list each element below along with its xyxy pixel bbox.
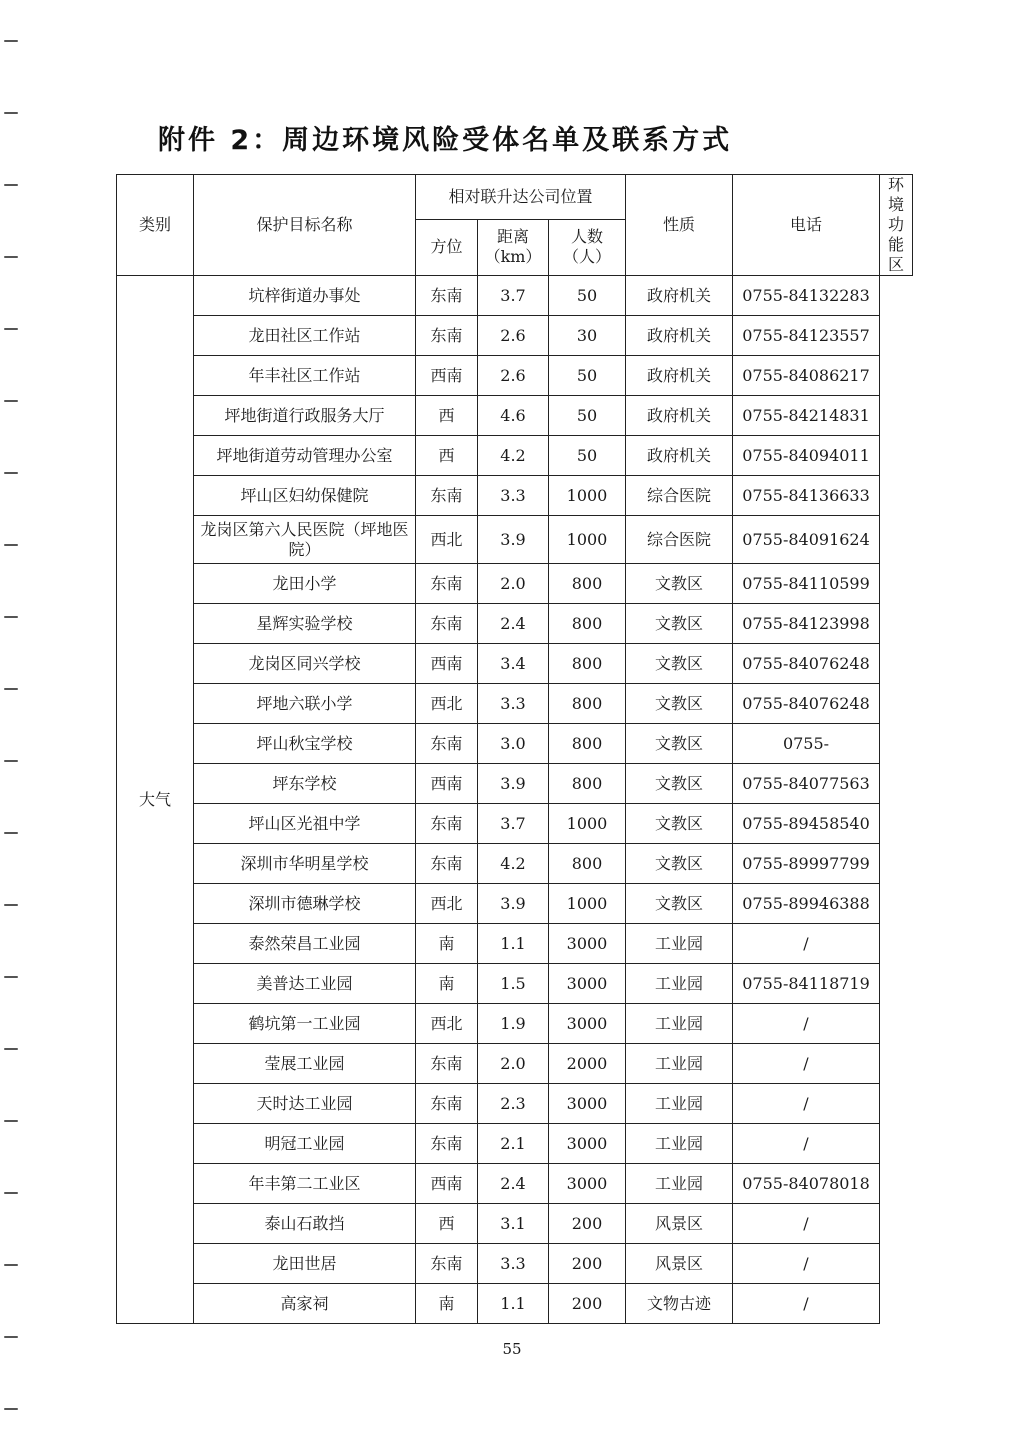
direction-cell: 西北 [416,1004,478,1044]
distance-cell: 3.1 [478,1204,549,1244]
direction-cell: 西南 [416,764,478,804]
margin-mark [4,1408,18,1410]
distance-cell: 1.9 [478,1004,549,1044]
target-name-cell: 深圳市华明星学校 [194,844,416,884]
people-cell: 50 [549,276,626,316]
people-cell: 30 [549,316,626,356]
header-people-label: 人数 [570,227,603,247]
nature-cell: 工业园 [626,1044,733,1084]
target-name-cell: 坪东学校 [194,764,416,804]
people-cell: 50 [549,436,626,476]
phone-cell: / [733,1244,880,1284]
distance-cell: 4.2 [478,436,549,476]
phone-cell: 0755-84091624 [733,516,880,564]
margin-mark [4,1264,18,1266]
distance-cell: 3.0 [478,724,549,764]
margin-mark [4,616,18,618]
target-name-cell: 年丰第二工业区 [194,1164,416,1204]
nature-cell: 综合医院 [626,516,733,564]
distance-cell: 3.4 [478,644,549,684]
target-name-cell: 高家祠 [194,1284,416,1324]
margin-mark [4,760,18,762]
target-name-cell: 龙岗区第六人民医院（坪地医院） [194,516,416,564]
table-row [117,964,913,1004]
direction-cell: 东南 [416,1044,478,1084]
nature-cell: 政府机关 [626,316,733,356]
target-name-cell: 龙田世居 [194,1244,416,1284]
nature-cell: 文教区 [626,604,733,644]
table-body [117,276,913,1324]
people-cell: 200 [549,1284,626,1324]
phone-cell: 0755-84094011 [733,436,880,476]
distance-cell: 1.5 [478,964,549,1004]
nature-cell: 文教区 [626,724,733,764]
direction-cell: 东南 [416,804,478,844]
phone-cell: 0755-84123998 [733,604,880,644]
margin-mark [4,832,18,834]
side-label-cell [880,175,913,276]
table-row [117,1204,913,1244]
people-cell: 800 [549,604,626,644]
distance-cell: 2.4 [478,604,549,644]
margin-mark [4,1120,18,1122]
margin-mark [4,400,18,402]
people-cell: 1000 [549,804,626,844]
people-cell: 800 [549,724,626,764]
table-row [117,604,913,644]
table-row [117,1164,913,1204]
people-cell: 200 [549,1244,626,1284]
nature-cell: 工业园 [626,964,733,1004]
margin-mark [4,472,18,474]
direction-cell: 东南 [416,1084,478,1124]
direction-cell: 东南 [416,476,478,516]
people-cell: 800 [549,644,626,684]
direction-cell: 东南 [416,604,478,644]
margin-mark [4,976,18,978]
category-cell: 大气 [117,276,194,1324]
target-name-cell: 年丰社区工作站 [194,356,416,396]
target-name-cell: 坪山秋宝学校 [194,724,416,764]
header-nature: 性质 [626,175,733,276]
nature-cell: 工业园 [626,924,733,964]
header-phone: 电话 [733,175,880,276]
direction-cell: 西南 [416,1164,478,1204]
phone-cell: / [733,1124,880,1164]
nature-cell: 文教区 [626,764,733,804]
people-cell: 1000 [549,516,626,564]
nature-cell: 文教区 [626,684,733,724]
distance-cell: 4.2 [478,844,549,884]
distance-cell: 2.0 [478,564,549,604]
table-row [117,844,913,884]
people-cell: 800 [549,764,626,804]
table-row [117,764,913,804]
people-cell: 50 [549,396,626,436]
phone-cell: 0755- [733,724,880,764]
people-cell: 2000 [549,1044,626,1084]
side-label-char: 区 [887,255,904,274]
target-name-cell: 坪山区妇幼保健院 [194,476,416,516]
binding-margin-marks [0,0,24,1441]
target-name-cell: 坪地六联小学 [194,684,416,724]
risk-receptor-table [116,174,913,1324]
direction-cell: 南 [416,964,478,1004]
distance-cell: 3.9 [478,516,549,564]
table-row [117,436,913,476]
table-row [117,724,913,764]
phone-cell: / [733,1004,880,1044]
people-cell: 1000 [549,884,626,924]
margin-mark [4,1192,18,1194]
target-name-cell: 泰山石敢挡 [194,1204,416,1244]
direction-cell: 西北 [416,516,478,564]
table-row [117,644,913,684]
distance-cell: 3.7 [478,804,549,844]
target-name-cell: 坑梓街道办事处 [194,276,416,316]
distance-cell: 2.6 [478,316,549,356]
direction-cell: 西北 [416,884,478,924]
distance-cell: 2.3 [478,1084,549,1124]
distance-cell: 3.3 [478,684,549,724]
phone-cell: 0755-84214831 [733,396,880,436]
direction-cell: 西 [416,436,478,476]
people-cell: 800 [549,844,626,884]
nature-cell: 文教区 [626,644,733,684]
direction-cell: 东南 [416,316,478,356]
table-row [117,1044,913,1084]
table-row [117,1244,913,1284]
direction-cell: 西南 [416,356,478,396]
distance-cell: 3.3 [478,1244,549,1284]
distance-cell: 3.9 [478,764,549,804]
direction-cell: 东南 [416,564,478,604]
target-name-cell: 坪山区光祖中学 [194,804,416,844]
nature-cell: 文教区 [626,884,733,924]
table-row [117,356,913,396]
target-name-cell: 坪地街道劳动管理办公室 [194,436,416,476]
side-label-char: 功 [887,215,904,234]
nature-cell: 风景区 [626,1244,733,1284]
table-row [117,1004,913,1044]
direction-cell: 东南 [416,844,478,884]
header-distance-unit: （km） [484,247,542,267]
target-name-cell: 深圳市德琳学校 [194,884,416,924]
margin-mark [4,904,18,906]
distance-cell: 4.6 [478,396,549,436]
distance-cell: 3.3 [478,476,549,516]
margin-mark [4,1048,18,1050]
side-label-char: 境 [887,195,904,214]
margin-mark [4,256,18,258]
table-row [117,396,913,436]
people-cell: 3000 [549,1084,626,1124]
direction-cell: 西 [416,396,478,436]
table-row [117,516,913,564]
nature-cell: 文物古迹 [626,1284,733,1324]
direction-cell: 东南 [416,276,478,316]
nature-cell: 综合医院 [626,476,733,516]
nature-cell: 政府机关 [626,276,733,316]
direction-cell: 南 [416,924,478,964]
header-relative-position: 相对联升达公司位置 [416,175,626,220]
distance-cell: 2.1 [478,1124,549,1164]
table-row [117,924,913,964]
nature-cell: 文教区 [626,804,733,844]
target-name-cell: 龙田小学 [194,564,416,604]
phone-cell: 0755-84078018 [733,1164,880,1204]
table-row [117,564,913,604]
people-cell: 800 [549,684,626,724]
people-cell: 3000 [549,1004,626,1044]
direction-cell: 西北 [416,684,478,724]
table-row [117,276,913,316]
margin-mark [4,40,18,42]
margin-mark [4,544,18,546]
people-cell: 50 [549,356,626,396]
nature-cell: 文教区 [626,844,733,884]
nature-cell: 政府机关 [626,356,733,396]
header-people [549,219,626,275]
distance-cell: 2.6 [478,356,549,396]
people-cell: 3000 [549,1164,626,1204]
table-row [117,316,913,356]
direction-cell: 东南 [416,1244,478,1284]
header-target-name: 保护目标名称 [194,175,416,276]
people-cell: 3000 [549,1124,626,1164]
target-name-cell: 坪地街道行政服务大厅 [194,396,416,436]
margin-mark [4,688,18,690]
distance-cell: 1.1 [478,1284,549,1324]
target-name-cell: 莹展工业园 [194,1044,416,1084]
table-row [117,1124,913,1164]
target-name-cell: 泰然荣昌工业园 [194,924,416,964]
header-people-unit: （人） [562,247,611,267]
phone-cell: 0755-84132283 [733,276,880,316]
target-name-cell: 龙岗区同兴学校 [194,644,416,684]
direction-cell: 东南 [416,1124,478,1164]
target-name-cell: 明冠工业园 [194,1124,416,1164]
phone-cell: 0755-84118719 [733,964,880,1004]
margin-mark [4,112,18,114]
target-name-cell: 鹤坑第一工业园 [194,1004,416,1044]
table-row [117,804,913,844]
nature-cell: 风景区 [626,1204,733,1244]
people-cell: 3000 [549,924,626,964]
side-label-char: 环 [887,175,904,194]
phone-cell: 0755-84136633 [733,476,880,516]
phone-cell: 0755-89458540 [733,804,880,844]
table-row [117,476,913,516]
side-label-char: 能 [887,235,904,254]
phone-cell: / [733,1044,880,1084]
distance-cell: 1.1 [478,924,549,964]
target-name-cell: 美普达工业园 [194,964,416,1004]
people-cell: 1000 [549,476,626,516]
margin-mark [4,1336,18,1338]
nature-cell: 工业园 [626,1004,733,1044]
nature-cell: 文教区 [626,564,733,604]
header-distance [478,219,549,275]
target-name-cell: 龙田社区工作站 [194,316,416,356]
people-cell: 3000 [549,964,626,1004]
phone-cell: / [733,1284,880,1324]
direction-cell: 西 [416,1204,478,1244]
phone-cell: 0755-84077563 [733,764,880,804]
page-title: 附件 2：周边环境风险受体名单及联系方式 [158,125,733,156]
phone-cell: 0755-84110599 [733,564,880,604]
distance-cell: 3.9 [478,884,549,924]
people-cell: 800 [549,564,626,604]
direction-cell: 南 [416,1284,478,1324]
phone-cell: / [733,924,880,964]
target-name-cell: 天时达工业园 [194,1084,416,1124]
page-number: 55 [502,1340,522,1358]
phone-cell: / [733,1084,880,1124]
phone-cell: 0755-84076248 [733,644,880,684]
table-row [117,1284,913,1324]
header-direction: 方位 [416,219,478,275]
nature-cell: 工业园 [626,1164,733,1204]
nature-cell: 工业园 [626,1124,733,1164]
phone-cell: / [733,1204,880,1244]
table-row [117,884,913,924]
phone-cell: 0755-84076248 [733,684,880,724]
nature-cell: 政府机关 [626,436,733,476]
header-distance-label: 距离 [496,227,529,247]
direction-cell: 西南 [416,644,478,684]
header-row-1 [117,175,913,220]
margin-mark [4,328,18,330]
distance-cell: 2.4 [478,1164,549,1204]
direction-cell: 东南 [416,724,478,764]
nature-cell: 工业园 [626,1084,733,1124]
margin-mark [4,184,18,186]
phone-cell: 0755-89946388 [733,884,880,924]
people-cell: 200 [549,1204,626,1244]
table-row [117,1084,913,1124]
header-category: 类别 [117,175,194,276]
distance-cell: 2.0 [478,1044,549,1084]
table-row [117,684,913,724]
distance-cell: 3.7 [478,276,549,316]
phone-cell: 0755-89997799 [733,844,880,884]
nature-cell: 政府机关 [626,396,733,436]
phone-cell: 0755-84123557 [733,316,880,356]
target-name-cell: 星辉实验学校 [194,604,416,644]
phone-cell: 0755-84086217 [733,356,880,396]
